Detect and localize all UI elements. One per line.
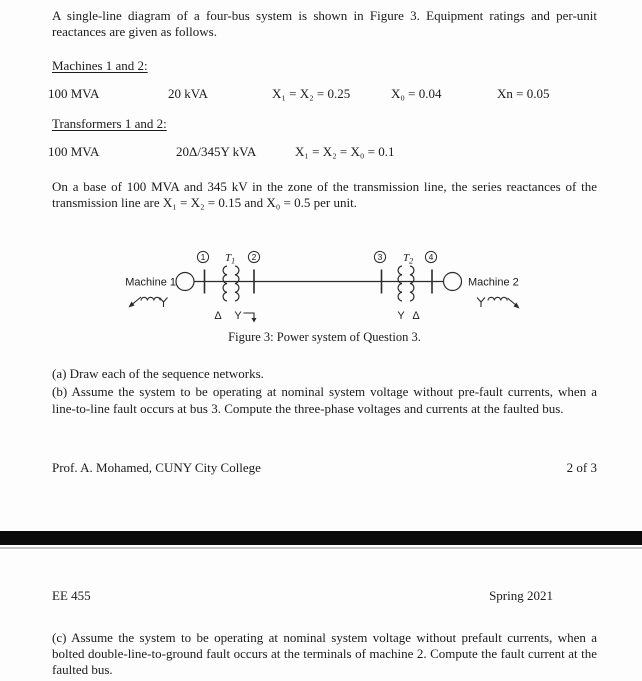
bus3-number-badge — [374, 251, 385, 262]
machines-reactance-x0: X₀ = 0.04 — [391, 86, 442, 101]
figure-caption: Figure 3: Power system of Question 3. — [228, 330, 421, 344]
transformer-t2-winding — [398, 266, 414, 301]
t1-delta-symbol: Δ — [214, 310, 222, 322]
course-code: EE 455 — [52, 588, 91, 603]
item-a: (a) Draw each of the sequence networks. — [52, 366, 264, 381]
page-footer — [52, 460, 597, 476]
base-note-paragraph: On a base of 100 MVA and 345 kV in the zone of the transmission line, the series reactances of the transmission line are X₁ = X₂ = 0.15 and X₀ = 0.5 per unit. — [52, 179, 597, 210]
page-edge-shadow — [0, 547, 642, 549]
machines-ratings-row — [0, 86, 642, 102]
machine2-label: Machine 2 — [468, 276, 519, 289]
machines-reactance-xn: Xn = 0.05 — [497, 86, 550, 101]
svg-text:2: 2 — [251, 252, 257, 262]
item-b: (b) Assume the system to be operating at nominal system voltage without pre-fault currents, when a line-to-line fault occurs at bus 3. Compute the three-phase voltages and currents at the faulted bus. — [52, 384, 597, 416]
t1-label: $T_1$ — [224, 252, 236, 266]
figure3-diagram — [100, 244, 540, 328]
transformers-heading: Transformers 1 and 2: — [52, 116, 167, 131]
machine1-label: Machine 1 — [125, 276, 176, 289]
machines-rating-mva: 100 MVA — [48, 86, 100, 101]
machines-reactance-x1x2: X₁ = X₂ = 0.25 — [272, 86, 351, 101]
transformers-rating-voltage: 20Δ/345Y kVA — [176, 144, 257, 159]
transformer-t1-winding — [223, 266, 239, 301]
svg-text:1: 1 — [200, 252, 206, 262]
machines-heading: Machines 1 and 2: — [52, 58, 148, 73]
transformers-reactances: X₁ = X₂ = X₀ = 0.1 — [295, 144, 395, 159]
page-break-bar — [0, 531, 642, 545]
machine1-neutral-ground-icon — [129, 297, 168, 308]
term-label: Spring 2021 — [489, 588, 553, 603]
machine2-circle — [444, 273, 462, 291]
page3-header — [52, 588, 553, 604]
bus1-number-badge — [197, 251, 208, 262]
machines-rating-kv: 20 kVA — [168, 86, 208, 101]
machine2-neutral-ground-icon — [477, 297, 520, 308]
t1-ground-arrow-icon — [244, 313, 257, 323]
svg-text:4: 4 — [428, 252, 434, 262]
item-c: (c) Assume the system to be operating at nominal system voltage without prefault currents, when a bolted double-line-to-ground fault occurs at the terminals of machine 2. Compute the fault current at the faulted bus. — [52, 630, 597, 677]
footer-author: Prof. A. Mohamed, CUNY City College — [52, 460, 261, 475]
t1-wye-symbol: Y — [234, 310, 242, 322]
transformers-rating-mva: 100 MVA — [48, 144, 100, 159]
transformer-ratings-row — [0, 144, 642, 160]
machine1-circle — [176, 273, 194, 291]
t2-label: $T_2$ — [402, 252, 414, 266]
t2-delta-symbol: Δ — [412, 310, 420, 322]
bus2-number-badge — [248, 251, 259, 262]
page-number: 2 of 3 — [566, 460, 597, 475]
t2-wye-symbol: Y — [397, 310, 405, 322]
bus4-number-badge — [425, 251, 436, 262]
svg-text:3: 3 — [377, 252, 383, 262]
intro-paragraph: A single-line diagram of a four-bus system is shown in Figure 3. Equipment ratings and per-unit reactances are given as follows. — [52, 8, 597, 39]
